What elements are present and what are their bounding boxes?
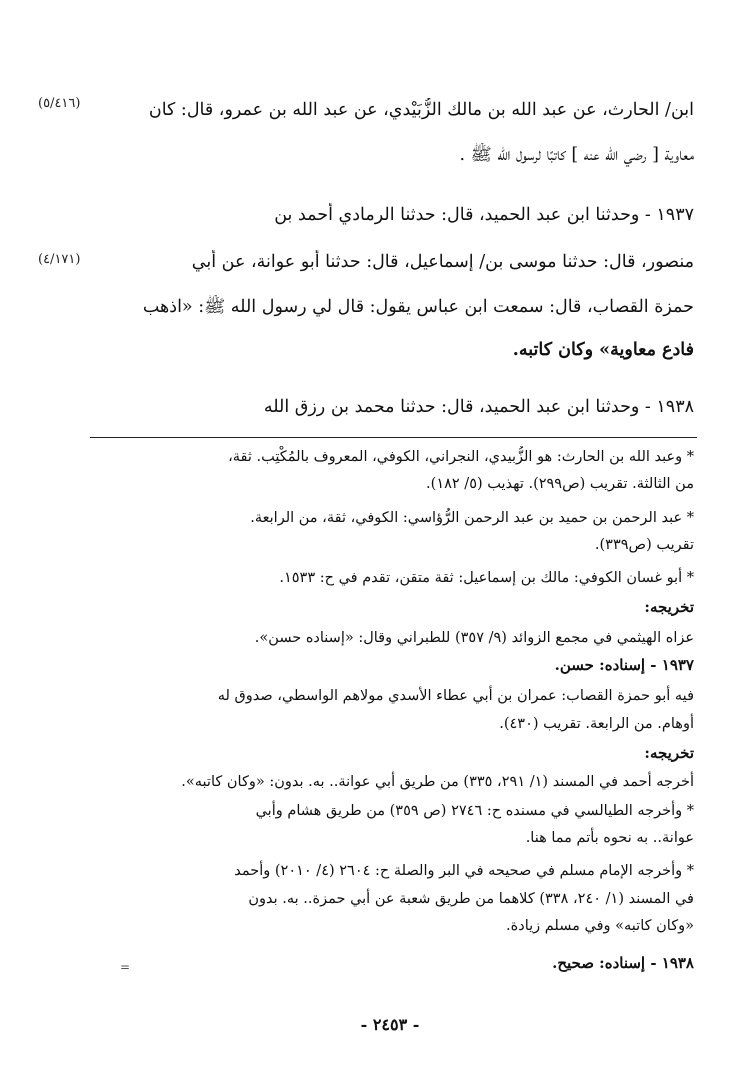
main-line-4: منصور، قال: حدثنا موسى بن/ إسماعيل، قال: حدثنا أبو عوانة، عن أبي <box>191 252 694 272</box>
footnote-line-14: «وكان كاتبه» وفي مسلم زيادة. <box>506 918 694 934</box>
footnote-line-11: عوانة.. به نحوه بأتم مما هنا. <box>525 830 694 846</box>
page-number: - ٢٤٥٣ - <box>360 1015 420 1034</box>
isnad-1937-heading: ١٩٣٧ - إسناده: حسن. <box>554 656 694 674</box>
footnote-line-8: أوهام. من الرابعة. تقريب (٤٣٠). <box>499 716 694 732</box>
footnote-line-6: عزاه الهيثمي في مجمع الزوائد (٩/ ٣٥٧) للطبراني وقال: «إسناده حسن». <box>254 630 694 646</box>
footnote-line-12: * وأخرجه الإمام مسلم في صحيحه في البر والصلة ح: ٢٦٠٤ (٤/ ٢٠١٠) وأحمد <box>234 863 694 879</box>
margin-reference-1: (٥/٤١٦) <box>38 96 81 111</box>
footnote-line-5: * أبو غسان الكوفي: مالك بن إسماعيل: ثقة متقن، تقدم في ح: ١٥٣٣. <box>279 570 694 586</box>
main-line-6: فادع معاوية» وكان كاتبه. <box>512 340 694 360</box>
footnote-line-1: * وعبد الله بن الحارث: هو الزُّبيدي، النجراني، الكوفي، المعروف بالمُكْتِب. ثقة، <box>228 449 694 465</box>
takhrij-heading-2: تخريجه: <box>644 744 694 762</box>
footnote-separator <box>90 437 697 438</box>
footnote-line-13: في المسند (١/ ٢٤٠، ٣٣٨) كلاهما من طريق شعبة عن أبي حمزة.. به. بدون <box>248 891 694 907</box>
main-line-3-hadith-1937: ١٩٣٧ - وحدثنا ابن عبد الحميد، قال: حدثنا الرمادي أحمد بن <box>274 205 694 225</box>
edge-mark: = <box>120 960 131 974</box>
main-line-7-hadith-1938: ١٩٣٨ - وحدثنا ابن عبد الحميد، قال: حدثنا محمد بن رزق الله <box>263 397 694 417</box>
main-line-5: حمزة القصاب، قال: سمعت ابن عباس يقول: قال لي رسول الله ﷺ: «اذهب <box>142 297 694 317</box>
isnad-1938-heading: ١٩٣٨ - إسناده: صحيح. <box>552 954 694 972</box>
footnote-line-4: تقريب (ص٣٣٩). <box>594 537 694 553</box>
footnote-line-3: * عبد الرحمن بن حميد بن عبد الرحمن الرُّؤاسي: الكوفي، ثقة، من الرابعة. <box>250 510 694 526</box>
footnote-line-7: فيه أبو حمزة القصاب: عمران بن أبي عطاء الأسدي مولاهم الواسطي، صدوق له <box>217 688 694 704</box>
main-line-1: ابن/ الحارث، عن عبد الله بن مالك الزُّبَيْدي، عن عبد الله بن عمرو، قال: كان <box>148 100 694 120</box>
footnote-line-2: من الثالثة. تقريب (ص٢٩٩). تهذيب (٥/ ١٨٢). <box>426 476 694 492</box>
margin-reference-2: (٤/١٧١) <box>38 252 81 267</box>
footnote-line-9: أخرجه أحمد في المسند (١/ ٢٩١، ٣٣٥) من طريق أبي عوانة.. به. بدون: «وكان كاتبه». <box>181 774 694 790</box>
footnote-line-10: * وأخرجه الطيالسي في مسنده ح: ٢٧٤٦ (ص ٣٥٩) من طريق هشام وأبي <box>255 803 694 819</box>
takhrij-heading-1: تخريجه: <box>644 598 694 616</box>
main-line-2: معاوية [ رضي الله عنه ] كاتبًا لرسول الله ﷺ . <box>459 145 694 165</box>
